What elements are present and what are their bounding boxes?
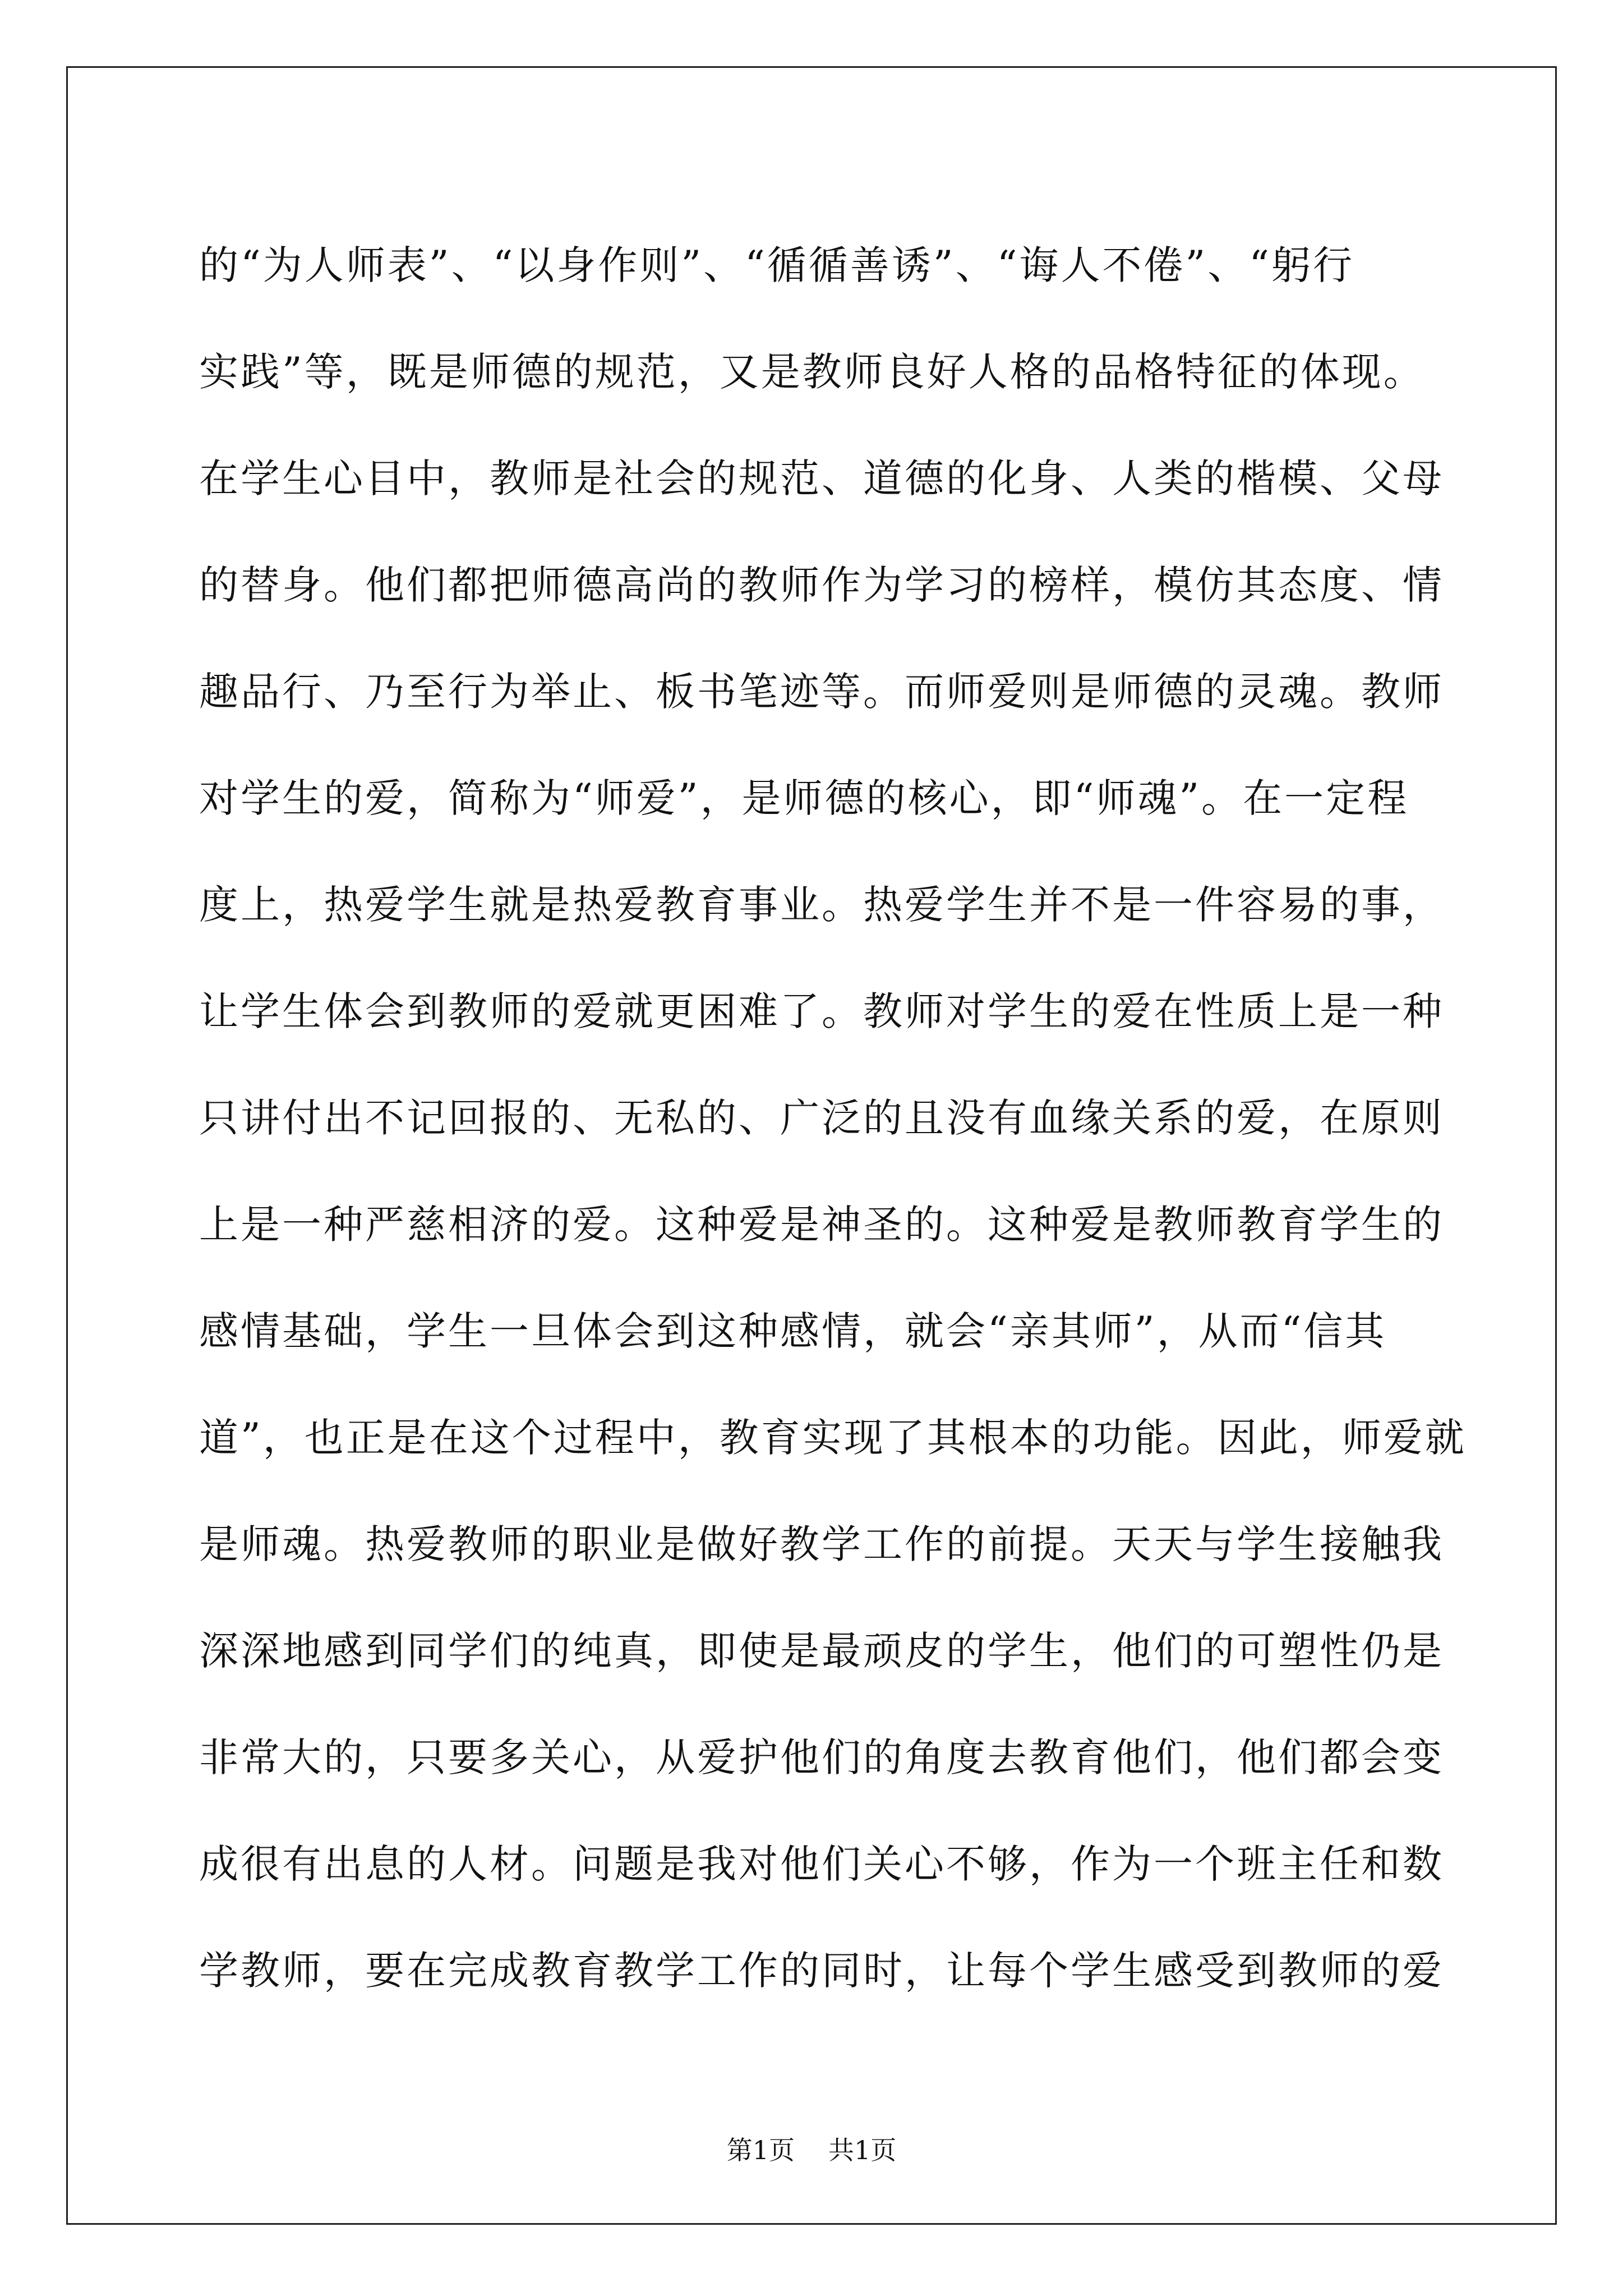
text-line: 深深地感到同学们的纯真，即使是最顽皮的学生，他们的可塑性仍是 [199,1628,1444,1674]
body-text [199,212,1467,2024]
page-footer [0,2133,1623,2167]
total-pages: 共1页 [828,2135,897,2165]
text-line: 非常大的，只要多关心，从爱护他们的角度去教育他们，他们都会变 [199,1734,1444,1780]
text-line: 在学生心目中，教师是社会的规范、道德的化身、人类的楷模、父母 [199,455,1444,501]
text-line: 对学生的爱，简称为“师爱”，是师德的核心，即“师魂”。在一定程 [199,775,1409,821]
page-number: 第1页 [726,2135,795,2165]
text-line: 实践”等，既是师德的规范，又是教师良好人格的品格特征的体现。 [199,349,1425,395]
text-line: 的替身。他们都把师德高尚的教师作为学习的榜样，模仿其态度、情 [199,562,1444,608]
text-line: 让学生体会到教师的爱就更困难了。教师对学生的爱在性质上是一种 [199,988,1444,1034]
text-line: 趣品行、乃至行为举止、板书笔迹等。而师爱则是师德的灵魂。教师 [199,669,1444,715]
text-line: 学教师，要在完成教育教学工作的同时，让每个学生感受到教师的爱 [199,1948,1444,1994]
text-line: 道”，也正是在这个过程中，教育实现了其根本的功能。因此，师爱就 [199,1415,1467,1461]
text-line: 上是一种严慈相济的爱。这种爱是神圣的。这种爱是教师教育学生的 [199,1202,1444,1248]
text-line: 的“为人师表”、“以身作则”、“循循善诱”、“诲人不倦”、“躬行 [199,242,1355,288]
text-line: 只讲付出不记回报的、无私的、广泛的且没有血缘关系的爱，在原则 [199,1095,1444,1141]
text-line: 感情基础，学生一旦体会到这种感情，就会“亲其师”，从而“信其 [199,1308,1387,1354]
text-line: 度上，热爱学生就是热爱教育事业。热爱学生并不是一件容易的事， [199,882,1444,928]
text-line: 是师魂。热爱教师的职业是做好教学工作的前提。天天与学生接触我 [199,1521,1444,1567]
text-line: 成很有出息的人材。问题是我对他们关心不够，作为一个班主任和数 [199,1841,1444,1887]
